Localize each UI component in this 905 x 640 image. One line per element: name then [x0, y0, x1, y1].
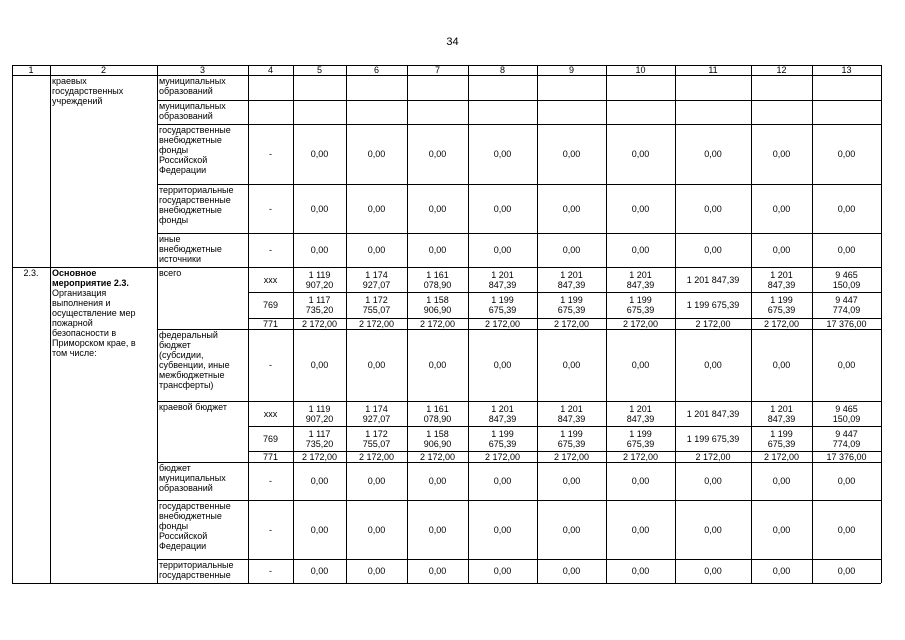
value-cell: 0,00 [493, 476, 512, 486]
value-cell: 0,00 [310, 149, 329, 159]
value-cell: 0,00 [837, 360, 856, 370]
code-cell: - [269, 524, 272, 535]
header-cell: 5 [316, 65, 322, 75]
table-rule [248, 451, 881, 452]
source-label-total: всего [159, 268, 182, 278]
value-cell: 1 199 675,39 [488, 295, 517, 315]
value-cell: 1 199 675,39 [557, 295, 586, 315]
section-title [50, 267, 157, 583]
value-cell: 0,00 [310, 566, 329, 576]
value-cell: 2 172,00 [419, 318, 456, 329]
column-rule [468, 65, 469, 583]
source-label-regional: краевой бюджет [159, 402, 227, 412]
value-cell: 1 117 735,20 [305, 295, 334, 315]
value-cell: 0,00 [704, 360, 722, 370]
value-cell: 0,00 [310, 524, 329, 535]
value-cell: 0,00 [367, 360, 386, 370]
value-cell: 1 199 675,39 [488, 428, 517, 449]
value-cell [606, 100, 675, 124]
code-cell [248, 100, 293, 124]
value-cell: 1 201 847,39 [626, 269, 655, 290]
table-rule [157, 124, 881, 125]
value-cell: 0,00 [310, 203, 329, 214]
code-cell: 769 [262, 433, 279, 444]
value-cell: 0,00 [837, 566, 856, 576]
value-cell: 2 172,00 [763, 451, 800, 462]
header-cell: 10 [635, 65, 646, 75]
column-rule [812, 65, 813, 583]
value-cell: 0,00 [493, 245, 512, 255]
value-cell: 0,00 [562, 203, 581, 214]
value-cell: 2 172,00 [484, 451, 521, 462]
column-rule [881, 65, 882, 583]
header-cell: 12 [776, 65, 787, 75]
value-cell: 0,00 [428, 203, 447, 214]
value-cell [675, 75, 751, 100]
value-cell: 0,00 [704, 149, 722, 159]
header-cell: 9 [568, 65, 574, 75]
value-cell: 9 447 774,09 [832, 428, 861, 449]
code-cell: - [269, 566, 272, 576]
value-cell: 17 376,00 [826, 318, 867, 329]
header-cell: 11 [708, 65, 718, 75]
source-label-federal: федеральный бюджет (субсидии, субвенции, иные межбюджетные трансферты) [159, 330, 230, 390]
header-cell: 3 [199, 65, 205, 75]
value-cell: 9 465 150,09 [832, 269, 861, 290]
value-cell: 1 199 675,39 [626, 428, 655, 449]
code-cell: - [269, 203, 272, 214]
continuation-name: краевых государственных учреждений [52, 76, 124, 106]
value-cell: 0,00 [367, 476, 386, 486]
value-cell: 0,00 [562, 524, 581, 535]
code-cell: - [269, 360, 272, 370]
value-cell: 0,00 [772, 245, 791, 255]
value-cell: 1 174 927,07 [362, 269, 391, 290]
value-cell: 0,00 [562, 360, 581, 370]
value-cell: 2 172,00 [419, 451, 456, 462]
value-cell: 1 158 906,90 [423, 428, 452, 449]
value-cell: 1 199 675,39 [767, 295, 796, 315]
section-number: 2.3. [23, 268, 39, 278]
column-rule [537, 65, 538, 583]
value-cell: 0,00 [310, 476, 329, 486]
code-cell: - [269, 149, 272, 159]
table-rule [157, 233, 881, 234]
header-cell: 2 [100, 65, 106, 75]
source-label: иные внебюджетные источники [159, 234, 222, 264]
value-cell: 0,00 [772, 524, 791, 535]
value-cell [468, 75, 537, 100]
value-cell: 17 376,00 [826, 451, 867, 462]
value-cell: 0,00 [772, 149, 791, 159]
value-cell [293, 100, 346, 124]
value-cell: 1 199 675,39 [767, 428, 796, 449]
value-cell: 0,00 [704, 566, 722, 576]
value-cell: 1 199 675,39 [686, 300, 740, 310]
table-rule [248, 426, 881, 427]
value-cell [293, 75, 346, 100]
value-cell: 2 172,00 [553, 318, 590, 329]
value-cell: 0,00 [428, 476, 447, 486]
value-cell: 0,00 [367, 245, 386, 255]
value-cell: 0,00 [772, 476, 791, 486]
header-cell: 1 [28, 65, 34, 75]
code-cell [248, 75, 293, 100]
value-cell: 0,00 [493, 524, 512, 535]
column-rule [293, 65, 294, 583]
value-cell: 2 172,00 [695, 451, 731, 462]
value-cell: 2 172,00 [695, 318, 731, 329]
value-cell [346, 100, 407, 124]
value-cell: 1 117 735,20 [305, 428, 334, 449]
value-cell: 0,00 [631, 476, 650, 486]
value-cell: 2 172,00 [763, 318, 800, 329]
value-cell: 0,00 [631, 360, 650, 370]
value-cell: 0,00 [704, 203, 722, 214]
table-rule [248, 292, 881, 293]
value-cell: 0,00 [367, 149, 386, 159]
value-cell: 0,00 [837, 476, 856, 486]
value-cell: 0,00 [837, 203, 856, 214]
value-cell [751, 75, 812, 100]
header-cell: 6 [373, 65, 379, 75]
header-cell: 7 [434, 65, 440, 75]
value-cell: 1 119 907,20 [305, 403, 334, 424]
code-cell: ххх [263, 408, 278, 419]
value-cell: 1 201 847,39 [488, 403, 517, 424]
value-cell: 1 172 755,07 [362, 295, 391, 315]
value-cell [537, 75, 606, 100]
column-rule [675, 65, 676, 583]
value-cell: 0,00 [428, 360, 447, 370]
value-cell: 9 447 774,09 [832, 295, 861, 315]
value-cell: 2 172,00 [484, 318, 521, 329]
value-cell: 0,00 [428, 566, 447, 576]
page-number: 34 [446, 36, 459, 48]
section-title-bold: Основное мероприятие 2.3. [52, 268, 129, 288]
value-cell: 0,00 [493, 149, 512, 159]
source-label: территориальные государственные внебюджетные фонды [159, 185, 234, 225]
section-title-rest: Организация выполнения и осуществление мер пожарной безопасности в Приморском крае, в том числе: [52, 288, 136, 358]
value-cell: 2 172,00 [301, 318, 338, 329]
header-cell: 8 [499, 65, 505, 75]
table-rule [157, 100, 881, 101]
code-cell: ххх [263, 274, 278, 285]
value-cell: 2 172,00 [301, 451, 338, 462]
column-rule [157, 65, 158, 583]
value-cell: 2 172,00 [358, 318, 395, 329]
column-rule [12, 65, 13, 583]
value-cell [407, 100, 468, 124]
source-label: государственные внебюджетные фонды Российской Федерации [159, 501, 231, 551]
value-cell: 1 161 078,90 [423, 403, 452, 424]
value-cell: 0,00 [704, 476, 722, 486]
source-label: государственные внебюджетные фонды Российской Федерации [159, 125, 231, 175]
value-cell [346, 75, 407, 100]
value-cell: 1 201 847,39 [767, 403, 796, 424]
value-cell: 0,00 [367, 524, 386, 535]
table-rule [157, 184, 881, 185]
value-cell [812, 75, 881, 100]
value-cell: 1 201 847,39 [686, 274, 740, 285]
value-cell [812, 100, 881, 124]
code-cell: 771 [262, 318, 279, 329]
header-cell: 13 [841, 65, 852, 75]
code-cell: 769 [262, 300, 279, 310]
value-cell: 0,00 [562, 566, 581, 576]
value-cell: 0,00 [704, 524, 722, 535]
value-cell: 1 119 907,20 [305, 269, 334, 290]
header-cell: 4 [267, 65, 273, 75]
value-cell [751, 100, 812, 124]
source-label: бюджет муниципальных образований [159, 463, 226, 493]
value-cell: 1 201 847,39 [557, 403, 586, 424]
value-cell: 2 172,00 [553, 451, 590, 462]
value-cell: 0,00 [631, 524, 650, 535]
value-cell: 0,00 [428, 149, 447, 159]
value-cell: 1 199 675,39 [626, 295, 655, 315]
value-cell [407, 75, 468, 100]
value-cell: 1 161 078,90 [423, 269, 452, 290]
value-cell: 1 201 847,39 [557, 269, 586, 290]
value-cell: 0,00 [772, 566, 791, 576]
column-rule [606, 65, 607, 583]
value-cell: 2 172,00 [622, 318, 659, 329]
value-cell: 0,00 [837, 245, 856, 255]
value-cell: 0,00 [310, 245, 329, 255]
source-label: муниципальных образований [159, 76, 226, 96]
value-cell: 0,00 [631, 203, 650, 214]
value-cell: 0,00 [493, 203, 512, 214]
value-cell: 1 158 906,90 [423, 295, 452, 315]
column-rule [407, 65, 408, 583]
value-cell [537, 100, 606, 124]
value-cell: 9 465 150,09 [832, 403, 861, 424]
value-cell: 1 201 847,39 [488, 269, 517, 290]
value-cell: 0,00 [562, 476, 581, 486]
value-cell [468, 100, 537, 124]
value-cell: 0,00 [631, 566, 650, 576]
value-cell [606, 75, 675, 100]
value-cell: 1 201 847,39 [767, 269, 796, 290]
table-rule [248, 318, 881, 319]
value-cell: 0,00 [493, 360, 512, 370]
value-cell: 0,00 [837, 524, 856, 535]
value-cell: 1 172 755,07 [362, 428, 391, 449]
value-cell: 0,00 [428, 524, 447, 535]
column-rule [751, 65, 752, 583]
value-cell: 0,00 [562, 149, 581, 159]
value-cell: 1 201 847,39 [626, 403, 655, 424]
value-cell: 0,00 [428, 245, 447, 255]
value-cell: 2 172,00 [358, 451, 395, 462]
value-cell: 0,00 [837, 149, 856, 159]
value-cell: 0,00 [310, 360, 329, 370]
code-cell: 771 [262, 451, 279, 462]
column-rule [248, 65, 249, 583]
value-cell: 1 199 675,39 [557, 428, 586, 449]
code-cell: - [269, 476, 272, 486]
value-cell: 0,00 [772, 203, 791, 214]
source-label: муниципальных образований [159, 101, 226, 121]
value-cell: 0,00 [704, 245, 722, 255]
value-cell: 0,00 [367, 566, 386, 576]
value-cell: 2 172,00 [622, 451, 659, 462]
value-cell: 0,00 [631, 149, 650, 159]
column-rule [346, 65, 347, 583]
code-cell: - [269, 245, 272, 255]
value-cell: 1 201 847,39 [686, 408, 740, 419]
value-cell: 1 174 927,07 [362, 403, 391, 424]
value-cell: 0,00 [631, 245, 650, 255]
value-cell [675, 100, 751, 124]
value-cell: 0,00 [562, 245, 581, 255]
value-cell: 1 199 675,39 [686, 433, 740, 444]
column-rule [50, 65, 51, 583]
value-cell: 0,00 [493, 566, 512, 576]
value-cell: 0,00 [367, 203, 386, 214]
source-label: территориальные государственные [159, 560, 234, 580]
value-cell: 0,00 [772, 360, 791, 370]
